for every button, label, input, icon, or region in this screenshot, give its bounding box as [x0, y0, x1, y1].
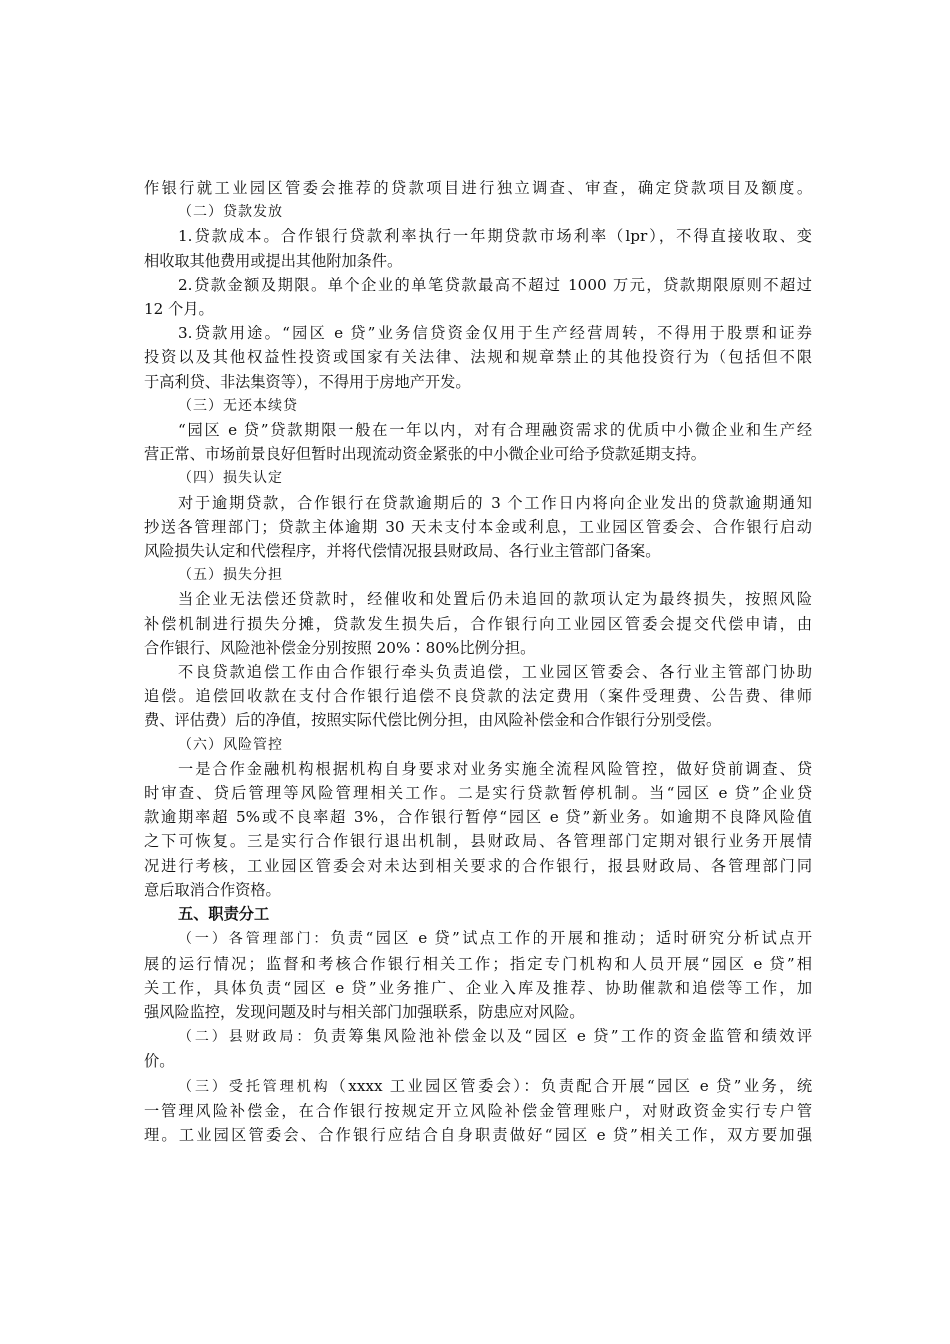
paragraph-approval-tail: [144, 176, 812, 200]
paragraph-loan-usage: [144, 321, 812, 394]
heading-risk-control: （六）风险管控: [178, 736, 283, 753]
duty-text: 负责“园区 e 贷”试点工作的开展和推动；适时研究分析试点开: [330, 929, 813, 948]
text-line: 意后取消合作资格。: [144, 880, 281, 899]
text-line: 展的运行情况；监督和考核合作银行相关工作；指定专门机构和人员开展“园区 e 贷”相: [144, 954, 812, 973]
text-line: 理。工业园区管委会、合作银行应结合自身职责做好“园区 e 贷”相关工作，双方要加强: [144, 1125, 812, 1144]
text-line: 关工作，具体负责“园区 e 贷”业务推广、企业入库及推荐、协助催款和追偿等工作，加: [144, 978, 812, 997]
text-line: 不良贷款追偿工作由合作银行牵头负责追偿，工业园区管委会、各行业主管部门协助: [178, 663, 812, 682]
text-line: 补偿机制进行损失分摊，贷款发生损失后，合作银行向工业园区管委会提交代偿申请，由: [144, 614, 812, 633]
text-line: 投资以及其他权益性投资或国家有关法律、法规和规章禁止的其他投资行为（包括但不限: [144, 348, 812, 367]
text-line: [144, 926, 812, 951]
text-line: [144, 1024, 812, 1049]
duty-label: （二）县财政局：: [178, 1029, 314, 1046]
duty-text: 负责筹集风险池补偿金以及“园区 e 贷”工作的资金监管和绩效评: [313, 1027, 813, 1046]
text-line: 一管理风险补偿金，在合作银行按规定开立风险补偿金管理账户，对财政资金实行专户管: [144, 1101, 812, 1120]
paragraph-duty-trustee: [144, 1074, 812, 1148]
paragraph-loan-amount: [144, 273, 812, 321]
text-line: 对于逾期贷款，合作银行在贷款逾期后的 3 个工作日内将向企业发出的贷款逾期通知: [178, 493, 812, 512]
heading-duties: 五、职责分工: [178, 905, 270, 924]
heading-loss-sharing: （五）损失分担: [178, 567, 283, 584]
heading-loan-issuance: （二）贷款发放: [178, 204, 283, 221]
text-line: 一是合作金融机构根据机构自身要求对业务实施全流程风险管控，做好贷前调查、贷: [178, 759, 812, 778]
text-line: 风险损失认定和代偿程序，并将代偿情况报县财政局、各行业主管部门备案。: [144, 542, 661, 561]
duty-label: （一）各管理部门：: [178, 931, 331, 948]
text-line: “园区 e 贷”贷款期限一般在一年以内，对有合理融资需求的优质中小微企业和生产经: [178, 421, 812, 440]
paragraph-renewal: [144, 418, 812, 466]
document-body: [144, 176, 812, 1147]
heading-renewal: （三）无还本续贷: [178, 397, 298, 414]
text-line: 3.贷款用途。“园区 e 贷”业务信贷资金仅用于生产经营周转，不得用于股票和证券: [178, 324, 812, 343]
paragraph-loss-sharing-1: [144, 587, 812, 660]
paragraph-loss-sharing-2: [144, 660, 812, 733]
text-line: 合作银行、风险池补偿金分别按照 20%∶80%比例分担。: [144, 638, 536, 657]
paragraph-risk-control: [144, 757, 812, 902]
text-line: 于高利贷、非法集资等），不得用于房地产开发。: [144, 372, 471, 391]
text-line: 1.贷款成本。合作银行贷款利率执行一年期贷款市场利率（lpr），不得直接收取、变: [178, 227, 812, 246]
text-line: 追偿。追偿回收款在支付合作银行追偿不良贷款的法定费用（案件受理费、公告费、律师: [144, 687, 812, 706]
text-line: 抄送各管理部门；贷款主体逾期 30 天未支付本金或利息，工业园区管委会、合作银行启动: [144, 517, 812, 536]
text-line: 营正常、市场前景良好但暂时出现流动资金紧张的中小微企业可给予贷款延期支持。: [144, 445, 706, 464]
text-line: 强风险监控，发现问题及时与相关部门加强联系，防患应对风险。: [144, 1002, 585, 1021]
duty-label: （三）受托管理机构: [178, 1078, 331, 1095]
text-line: 款逾期率超 5%或不良率超 3%，合作银行暂停“园区 e 贷”新业务。如逾期不良降风险值: [144, 808, 812, 827]
text-line: 时审查、贷后管理等风险管理相关工作。二是实行贷款暂停机制。当“园区 e 贷”企业贷: [144, 784, 812, 803]
text-line: 况进行考核，工业园区管委会对未达到相关要求的合作银行，报县财政局、各管理部门同: [144, 856, 812, 875]
text-line: 相收取其他费用或提出其他附加条件。: [144, 251, 403, 270]
text-line: [144, 1074, 812, 1099]
text-line: 作银行就工业园区管委会推荐的贷款项目进行独立调查、审查，确定贷款项目及额度。: [144, 179, 812, 197]
duty-text: （xxxx 工业园区管委会）：负责配合开展“园区 e 贷”业务，统: [330, 1076, 813, 1095]
paragraph-duty-management-departments: [144, 926, 812, 1024]
paragraph-duty-finance-bureau: [144, 1024, 812, 1073]
text-line: 价。: [144, 1052, 175, 1071]
text-line: 之下可恢复。三是实行合作银行退出机制，县财政局、各管理部门定期对银行业务开展情: [144, 832, 812, 851]
paragraph-loan-cost: [144, 224, 812, 272]
heading-loss-identification: （四）损失认定: [178, 470, 283, 487]
text-line: 费、评估费）后的净值，按照实际代偿比例分担，由风险补偿金和合作银行分别受偿。: [144, 711, 722, 730]
text-line: 2.贷款金额及期限。单个企业的单笔贷款最高不超过 1000 万元，贷款期限原则不超过: [178, 275, 812, 294]
text-line: 12 个月。: [144, 300, 214, 319]
text-line: 当企业无法偿还贷款时，经催收和处置后仍未追回的款项认定为最终损失，按照风险: [178, 590, 812, 609]
paragraph-loss-identification: [144, 491, 812, 564]
